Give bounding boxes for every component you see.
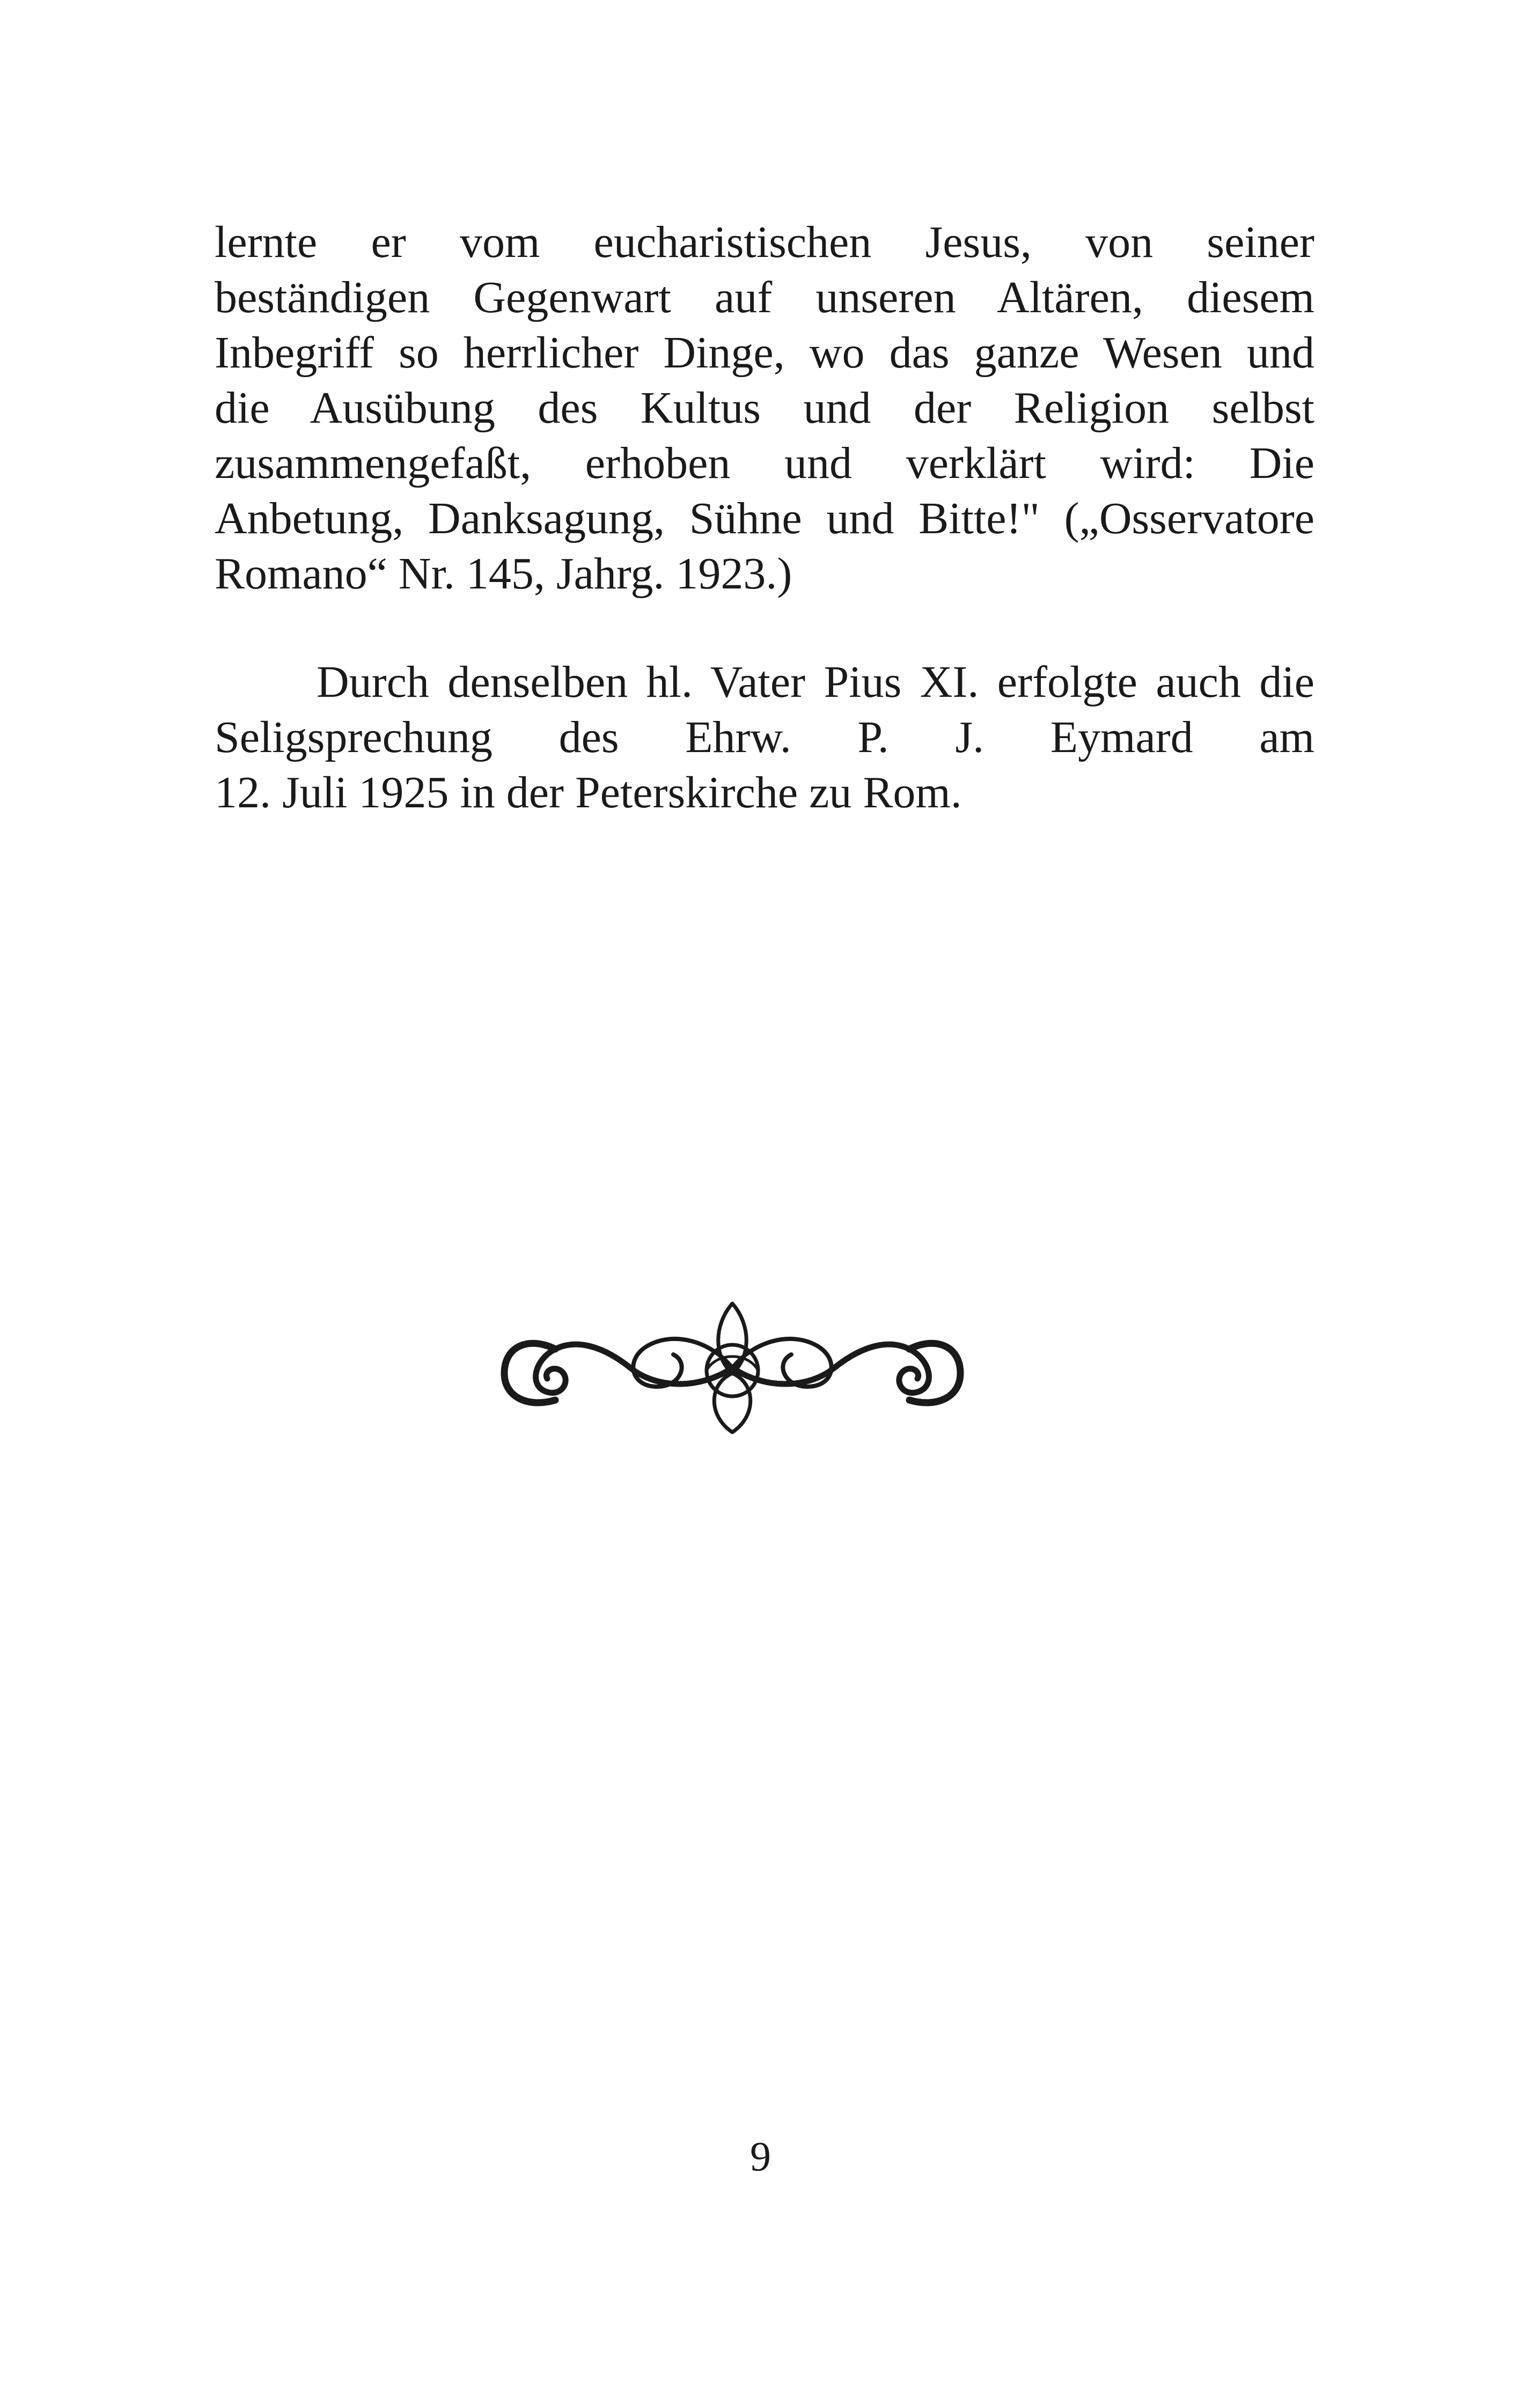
paragraph-2	[215, 654, 1314, 820]
text-line: die Ausübung des Kultus und der Religion selbst	[215, 383, 1314, 433]
flourish-divider-icon	[496, 1282, 968, 1438]
text-line: lernte er vom eucharistischen Jesus, von seiner	[215, 217, 1314, 267]
text-line: Anbetung, Danksagung, Sühne und Bitte!" („Osservatore	[215, 494, 1314, 543]
page-number: 9	[750, 2133, 771, 2179]
text-line: Romano“ Nr. 145, Jahrg. 1923.)	[215, 549, 792, 599]
text-line: beständigen Gegenwart auf unseren Altären, diesem	[215, 273, 1314, 322]
text-line: zusammengefaßt, erhoben und verklärt wird: Die	[215, 438, 1314, 488]
text-line: Inbegriff so herrlicher Dinge, wo das ganze Wesen und	[215, 328, 1314, 378]
paragraph-1	[215, 215, 1314, 601]
text-line: Seligsprechung des Ehrw. P. J. Eymard am	[215, 712, 1314, 762]
text-line: 12. Juli 1925 in der Peterskirche zu Rom.	[215, 768, 962, 818]
text-line: Durch denselben hl. Vater Pius XI. erfolgte auch die	[317, 657, 1314, 707]
